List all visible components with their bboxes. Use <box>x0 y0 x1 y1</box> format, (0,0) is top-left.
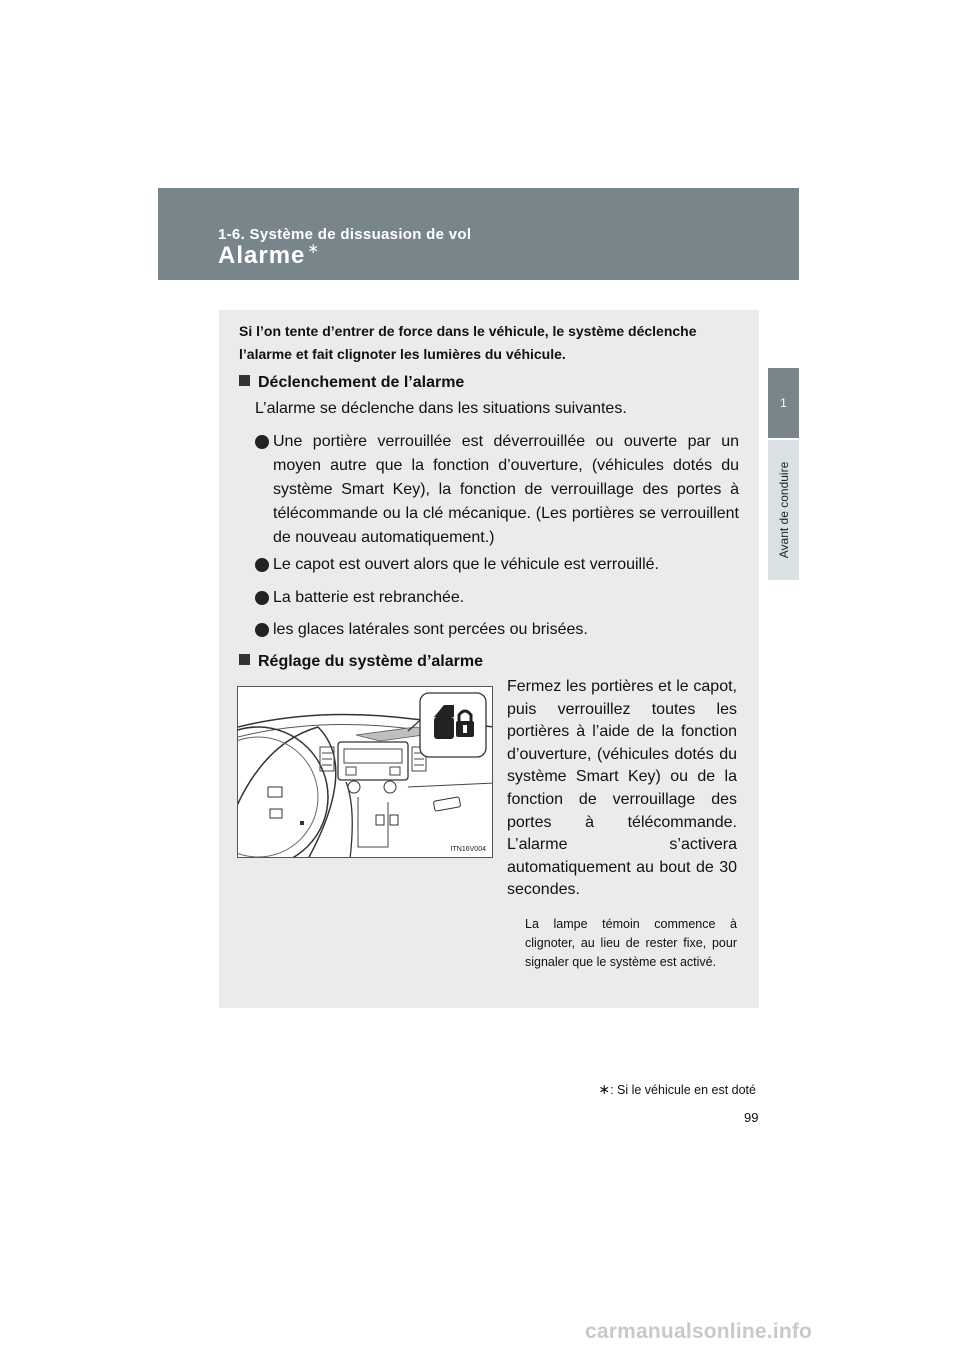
dashboard-drawing <box>238 687 493 858</box>
list-item <box>255 430 739 550</box>
list-item <box>255 586 739 610</box>
footnote <box>598 1081 756 1098</box>
list-item-text: Une portière verrouillée est déverrouillée ou ouverte par un moyen autre que la fonction d’ouverture, (véhicules dotés du système Smart Key), la fonction de verrouillage des portes à télécommande ou la clé mécanique. (Les portières se verrouillent de nouveau automatiquement.) <box>273 433 739 546</box>
chapter-tab-label: Avant de conduire <box>776 461 791 559</box>
bullet-dot-icon <box>255 558 269 572</box>
chapter-tab <box>768 440 799 580</box>
bullet-dot-icon <box>255 623 269 637</box>
watermark: carmanualsonline.info <box>585 1320 813 1343</box>
page-title <box>218 242 320 270</box>
section-heading-setup <box>239 653 483 671</box>
chapter-header <box>158 188 799 280</box>
setup-note: La lampe témoin commence à clignoter, au lieu de rester fixe, pour signaler que le système est activé. <box>525 917 737 969</box>
footnote-asterisk: ∗ <box>598 1081 611 1097</box>
section-lead: L’alarme se déclenche dans les situations suivantes. <box>255 400 627 417</box>
intro-text: Si l’on tente d’entrer de force dans le véhicule, le système déclenche l’alarme et fait clignoter les lumières du véhicule. <box>239 323 697 362</box>
section-heading-trigger <box>239 374 464 392</box>
square-bullet-icon <box>239 375 250 386</box>
list-item <box>255 618 739 642</box>
list-item-text: les glaces latérales sont percées ou brisées. <box>273 621 588 638</box>
square-bullet-icon <box>239 654 250 665</box>
list-item-text: Le capot est ouvert alors que le véhicule est verrouillé. <box>273 556 659 573</box>
page-title-text: Alarme <box>218 242 306 269</box>
page-number: 99 <box>744 1110 759 1125</box>
bullet-dot-icon <box>255 591 269 605</box>
setup-instructions: Fermez les portières et le capot, puis verrouillez toutes les portières à l’aide de la fonction d’ouverture, (véhicules dotés du système Smart Key) ou de la fonction de verrouillage des portes à télécommande. L’alarme s’activera automatiquement au bout de 30 secondes. <box>507 678 737 899</box>
footnote-text: : Si le véhicule en est doté <box>610 1083 756 1097</box>
list-item <box>255 553 739 577</box>
figure-code: ITN16V004 <box>450 846 486 853</box>
bullet-dot-icon <box>255 435 269 449</box>
section-label: 1-6. Système de dissuasion de vol <box>218 226 472 243</box>
chapter-tab-number: 1 <box>768 368 799 438</box>
content-panel <box>219 310 759 1008</box>
section-heading-text: Déclenchement de l’alarme <box>258 374 465 391</box>
section-heading-text: Réglage du système d’alarme <box>258 653 483 670</box>
title-asterisk: ∗ <box>307 240 321 256</box>
dashboard-illustration <box>237 686 493 858</box>
list-item-text: La batterie est rebranchée. <box>273 589 465 606</box>
